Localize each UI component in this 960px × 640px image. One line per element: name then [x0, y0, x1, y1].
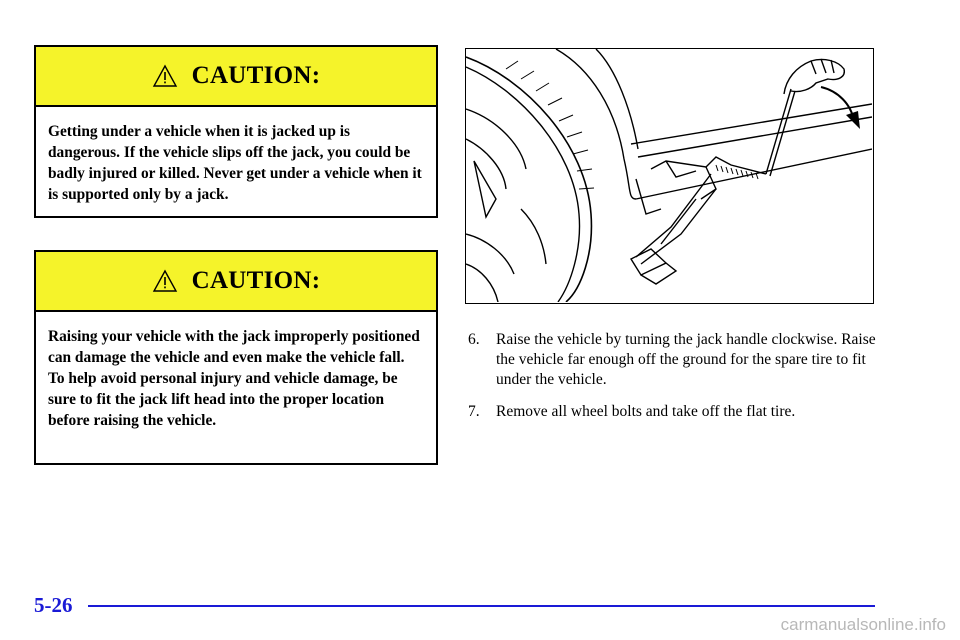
procedure-steps: [468, 330, 888, 434]
footer-rule: [88, 605, 875, 607]
step-item: [468, 330, 888, 390]
caution-text: Raising your vehicle with the jack improperly positioned can damage the vehicle and even make the vehicle fall. To help avoid personal injury and vehicle damage, be sure to fit the jack lift head into the proper location before raising the vehicle.: [48, 328, 420, 429]
jack-illustration: [465, 48, 874, 304]
warning-triangle-icon: [152, 64, 178, 88]
caution-header: [36, 252, 436, 312]
caution-header: [36, 47, 436, 107]
caution-text: Getting under a vehicle when it is jacked up is dangerous. If the vehicle slips off the jack, you could be badly injured or killed. Never get under a vehicle when it is supported only by a jack.: [48, 123, 422, 203]
step-number: 7.: [468, 403, 480, 420]
caution-title: CAUTION:: [191, 267, 321, 294]
caution-box-1: [34, 45, 438, 218]
caution-box-2: [34, 250, 438, 465]
page-number: 5-26: [34, 593, 73, 617]
step-item: [468, 402, 888, 422]
step-text: Raise the vehicle by turning the jack handle clockwise. Raise the vehicle far enough off the ground for the spare tire to fit under the vehicle.: [496, 331, 876, 388]
caution-title: CAUTION:: [191, 62, 321, 89]
step-number: 6.: [468, 331, 480, 348]
warning-triangle-icon: [152, 269, 178, 293]
step-text: Remove all wheel bolts and take off the flat tire.: [496, 403, 796, 420]
watermark: carmanualsonline.info: [780, 615, 946, 634]
